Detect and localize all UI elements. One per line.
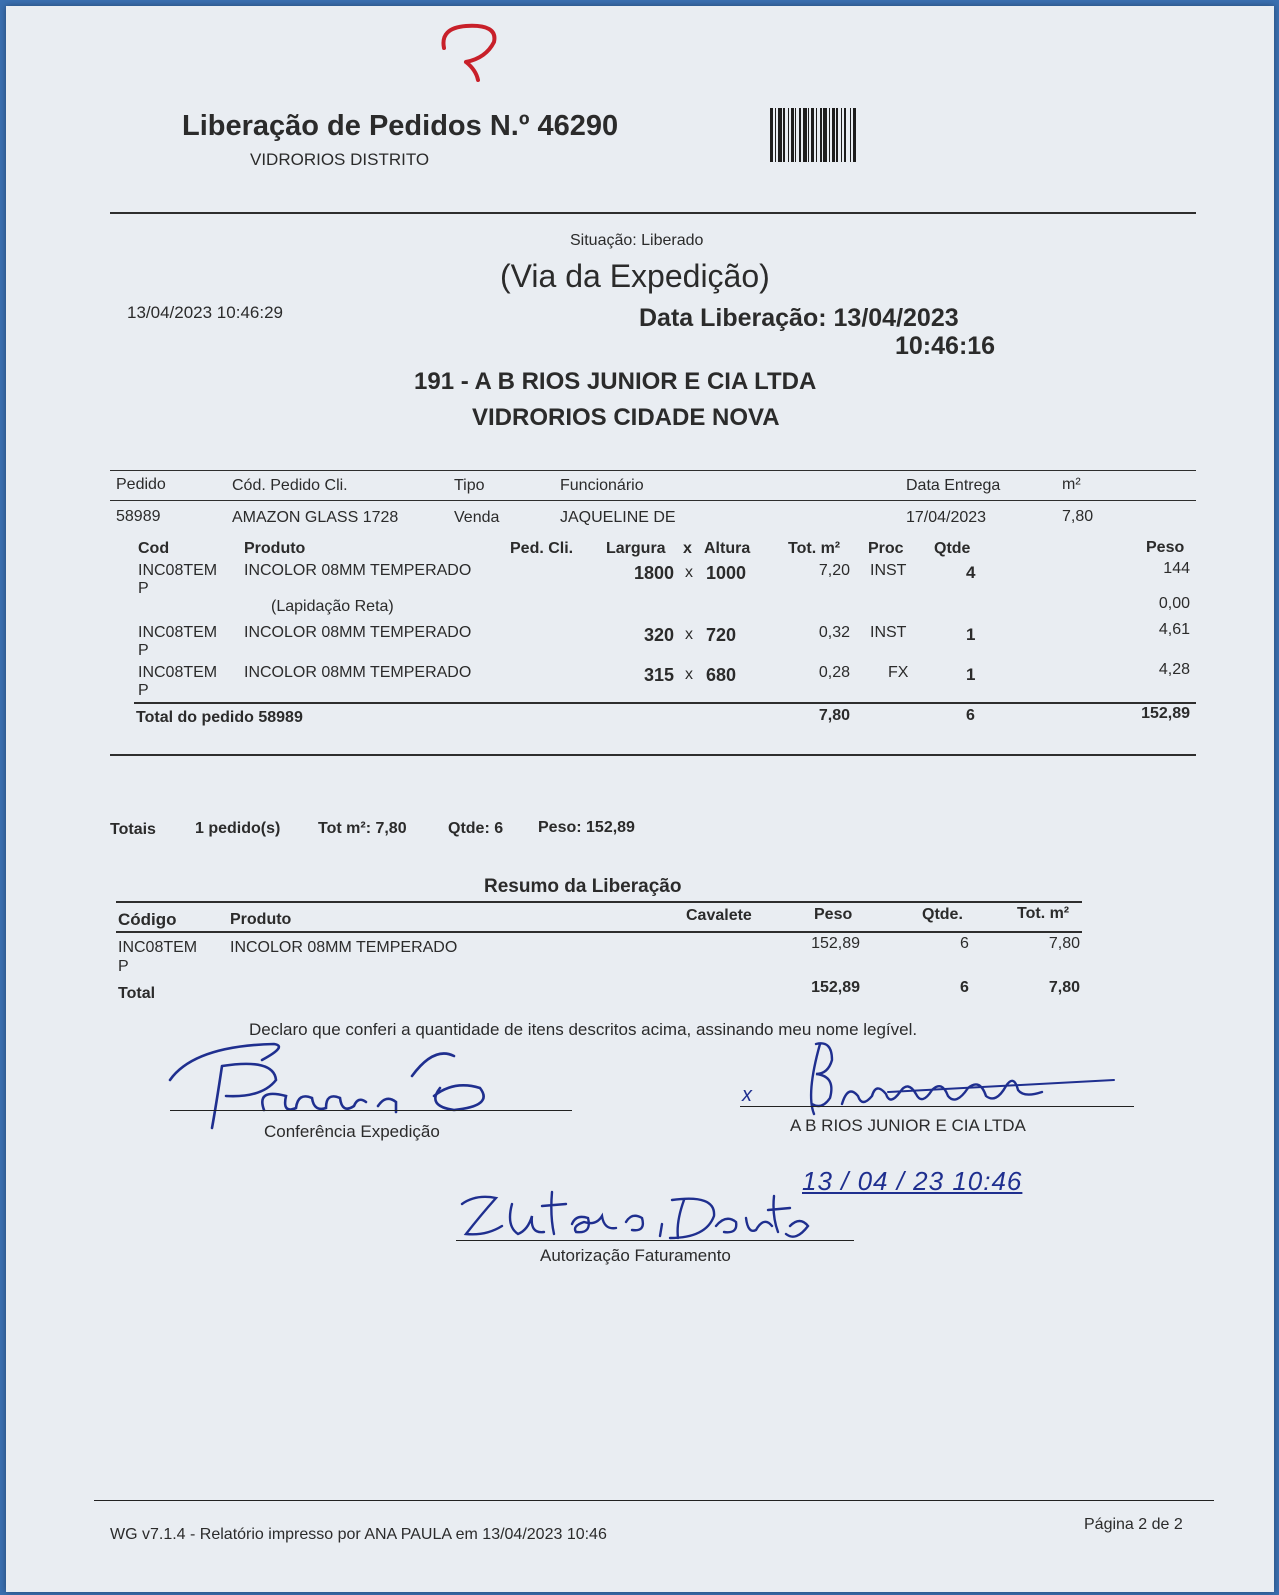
summary-col-codigo: Código	[118, 910, 177, 929]
summary-header-rule	[116, 931, 1082, 933]
col-tipo: Tipo	[454, 477, 485, 494]
item-col-cod: Cod	[138, 540, 170, 557]
col-m2: m²	[1062, 476, 1081, 493]
item-1-cod-cont: P	[138, 580, 149, 597]
totals-m2: Tot m²: 7,80	[318, 820, 407, 837]
item-col-proc: Proc	[868, 540, 904, 557]
signature-client	[792, 1034, 1122, 1124]
summary-row-peso: 152,89	[811, 935, 860, 952]
signature-right-label: A B RIOS JUNIOR E CIA LTDA	[790, 1116, 1026, 1135]
item-3-cod: INC08TEM	[138, 664, 218, 681]
order-header-rule	[110, 500, 1196, 501]
item-1-proc: INST	[870, 562, 907, 579]
summary-row-tot-m2: 7,80	[1048, 935, 1080, 952]
footer-rule	[94, 1500, 1214, 1501]
order-total-rule	[134, 702, 1196, 704]
item-3-altura: 680	[706, 665, 737, 685]
col-pedido: Pedido	[116, 476, 166, 493]
item-2-cod-cont: P	[138, 642, 149, 659]
signature-auth-label: Autorização Faturamento	[540, 1246, 731, 1265]
order-tipo: Venda	[454, 509, 500, 526]
item-col-x: x	[683, 540, 692, 557]
summary-row-produto: INCOLOR 08MM TEMPERADO	[230, 939, 458, 956]
item-1-process-note: (Lapidação Reta)	[271, 598, 394, 615]
summary-col-qtde: Qtde.	[922, 906, 963, 923]
company-name: VIDRORIOS DISTRITO	[250, 150, 430, 169]
summary-total-qtde: 6	[960, 979, 969, 996]
item-3-x: x	[685, 666, 693, 683]
copy-label: (Via da Expedição)	[500, 258, 770, 294]
totals-qtde: Qtde: 6	[448, 820, 504, 837]
summary-row-qtde: 6	[960, 935, 969, 952]
item-2-qtde: 1	[966, 625, 976, 644]
summary-total-label: Total	[118, 985, 156, 1002]
item-2-largura: 320	[643, 625, 674, 645]
signature-paulo	[164, 1036, 504, 1136]
order-pedido: 58989	[116, 508, 161, 525]
signature-line-right	[740, 1106, 1134, 1107]
summary-col-produto: Produto	[230, 911, 292, 928]
signature-x-mark: x	[742, 1084, 752, 1106]
item-1-largura: 1800	[633, 563, 674, 583]
signature-line-auth	[456, 1240, 854, 1241]
order-total-qtde: 6	[966, 707, 975, 724]
item-3-peso: 4,28	[1158, 661, 1190, 678]
item-3-tot-m2: 0,28	[818, 664, 850, 681]
item-col-qtde: Qtde	[934, 540, 971, 557]
declaration-text: Declaro que conferi a quantidade de itens descritos acima, assinando meu nome legível.	[249, 1020, 918, 1039]
item-1-tot-m2: 7,20	[818, 562, 850, 579]
col-funcionario: Funcionário	[560, 477, 644, 494]
col-cod-pedido-cli: Cód. Pedido Cli.	[232, 477, 348, 494]
totals-pedidos: 1 pedido(s)	[195, 820, 281, 837]
summary-row-cod-cont: P	[118, 958, 129, 975]
header-divider	[110, 212, 1196, 214]
totals-label: Totais	[110, 821, 156, 838]
release-date: Data Liberação: 13/04/2023	[639, 304, 959, 332]
item-col-largura: Largura	[606, 540, 666, 557]
summary-col-tot-m2: Tot. m²	[1017, 905, 1070, 922]
item-2-produto: INCOLOR 08MM TEMPERADO	[244, 624, 472, 641]
item-3-produto: INCOLOR 08MM TEMPERADO	[244, 664, 472, 681]
footer-page-number: Página 2 de 2	[1084, 1516, 1183, 1533]
status-text: Situação: Liberado	[570, 232, 704, 249]
item-1-x: x	[685, 564, 693, 581]
printed-datetime: 13/04/2023 10:46:29	[127, 303, 283, 322]
item-1-qtde: 4	[966, 563, 976, 582]
item-1-altura: 1000	[706, 563, 747, 583]
summary-top-rule	[116, 901, 1082, 903]
order-top-rule	[110, 470, 1196, 471]
summary-row-cod: INC08TEM	[118, 939, 198, 956]
order-data-entrega: 17/04/2023	[906, 509, 987, 526]
item-3-cod-cont: P	[138, 682, 149, 699]
summary-total-tot-m2: 7,80	[1048, 979, 1080, 996]
item-1-peso: 144	[1163, 560, 1190, 577]
item-col-ped-cli: Ped. Cli.	[510, 540, 574, 557]
item-3-largura: 315	[643, 665, 674, 685]
col-data-entrega: Data Entrega	[906, 477, 1001, 494]
item-2-proc: INST	[870, 624, 907, 641]
item-3-proc: FX	[888, 664, 909, 681]
item-2-x: x	[685, 626, 693, 643]
item-col-peso: Peso	[1146, 539, 1185, 556]
item-2-altura: 720	[706, 625, 737, 645]
item-1-process-peso: 0,00	[1158, 595, 1190, 612]
signature-left-label: Conferência Expedição	[264, 1122, 440, 1141]
item-col-produto: Produto	[244, 540, 306, 557]
order-m2: 7,80	[1062, 508, 1094, 525]
item-2-tot-m2: 0,32	[818, 624, 850, 641]
order-section-end-rule	[110, 754, 1196, 756]
client-store: VIDRORIOS CIDADE NOVA	[472, 404, 780, 431]
item-2-cod: INC08TEM	[138, 624, 218, 641]
document-page	[6, 6, 1274, 1592]
signature-line-left	[170, 1110, 572, 1111]
order-total-m2: 7,80	[818, 707, 850, 724]
item-2-peso: 4,61	[1158, 621, 1190, 638]
item-3-qtde: 1	[966, 665, 976, 684]
footer-report-info: WG v7.1.4 - Relatório impresso por ANA PAULA em 13/04/2023 10:46	[110, 1526, 607, 1543]
client-name: 191 - A B RIOS JUNIOR E CIA LTDA	[414, 368, 817, 395]
order-total-peso: 152,89	[1141, 705, 1190, 722]
summary-col-cavalete: Cavalete	[686, 907, 752, 924]
item-col-altura: Altura	[704, 540, 751, 557]
item-1-cod: INC08TEM	[138, 562, 218, 579]
summary-col-peso: Peso	[814, 906, 853, 923]
order-total-label: Total do pedido 58989	[136, 709, 303, 726]
summary-title: Resumo da Liberação	[484, 876, 682, 897]
barcode	[770, 108, 962, 162]
item-1-produto: INCOLOR 08MM TEMPERADO	[244, 562, 472, 579]
handwritten-auth-date: 13 / 04 / 23 10:46	[802, 1166, 1023, 1196]
signature-vitoria-dantas	[456, 1186, 816, 1246]
release-time: 10:46:16	[895, 332, 996, 360]
handwritten-p-mark	[436, 18, 516, 82]
totals-peso: Peso: 152,89	[538, 819, 635, 836]
order-funcionario: JAQUELINE DE	[560, 509, 676, 526]
item-col-tot-m2: Tot. m²	[788, 540, 841, 557]
order-cod-pedido-cli: AMAZON GLASS 1728	[232, 509, 399, 526]
document-title: Liberação de Pedidos N.º 46290	[182, 110, 619, 142]
summary-total-peso: 152,89	[811, 979, 860, 996]
